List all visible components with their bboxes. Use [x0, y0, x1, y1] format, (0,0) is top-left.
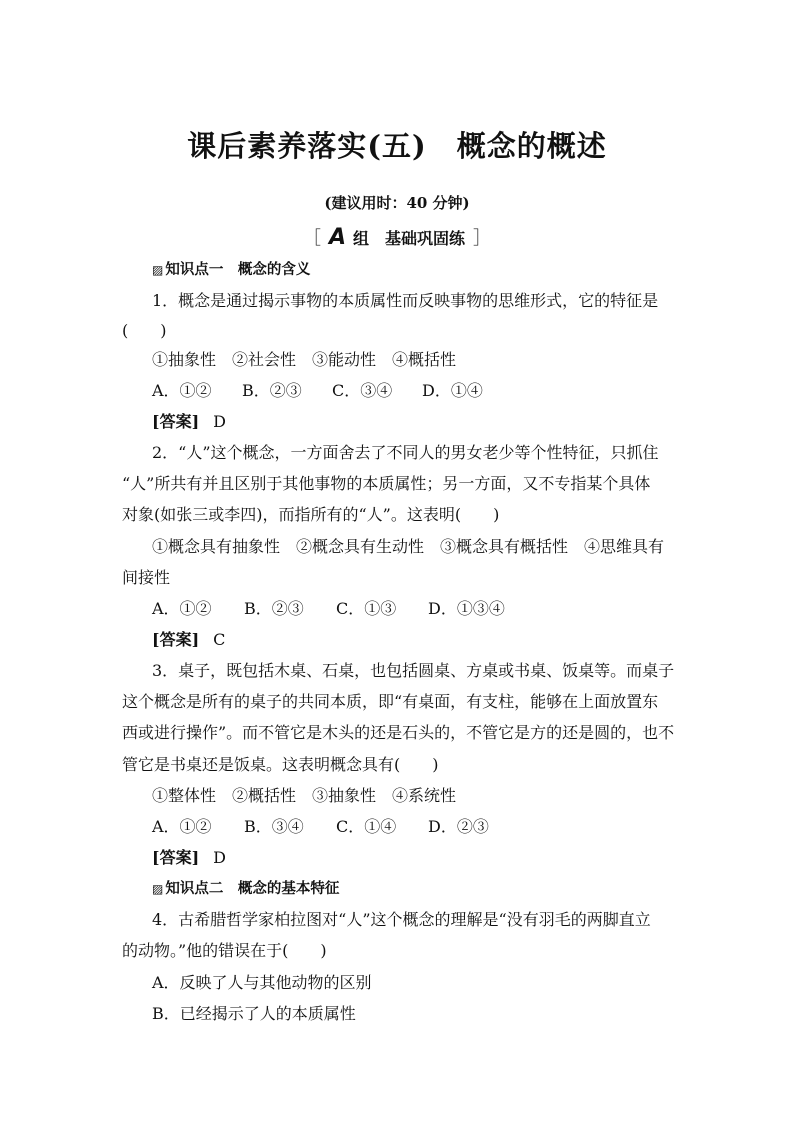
q2-stem-line2: “人”所共有并且区别于其他事物的本质属性；另一方面，又不专指某个具体 [122, 474, 651, 493]
q1-options [152, 381, 678, 401]
q3-option-b: B．③④ [244, 817, 304, 836]
q1-option-b: B．②③ [242, 381, 302, 400]
q1-option-d: D．①④ [422, 381, 483, 400]
q3-items: ①整体性 ②概括性 ③抽象性 ④系统性 [152, 786, 457, 805]
q2-items-line1: ①概念具有抽象性 ②概念具有生动性 ③概念具有概括性 ④思维具有 [152, 537, 665, 556]
q2-answer [152, 630, 678, 650]
q3-option-d: D．②③ [428, 817, 489, 836]
q2-option-d: D．①③④ [428, 599, 505, 618]
q3-options [152, 817, 678, 837]
q3-stem-line2: 这个概念是所有的桌子的共同本质，即“有桌面，有支柱，能够在上面放置东 [122, 692, 659, 711]
q4-option-a: A．反映了人与其他动物的区别 [152, 973, 372, 992]
group-letter: A [328, 225, 346, 250]
q1-option-a: A．①② [152, 381, 212, 400]
group-bracket-open: ［ [302, 228, 321, 249]
q1-answer [152, 412, 678, 432]
group-label: 组 基础巩固练 [353, 229, 466, 248]
q3-answer-label: [答案] [152, 848, 200, 867]
q1-stem-line1: 1．概念是通过揭示事物的本质属性而反映事物的思维形式，它的特征是 [152, 291, 659, 310]
q3-option-a: A．①② [152, 817, 212, 836]
q1-answer-label: [答案] [152, 412, 200, 431]
q2-answer-label: [答案] [152, 630, 200, 649]
knowledge-point-icon: ▨ [152, 882, 164, 896]
q2-answer-value: C [213, 630, 226, 649]
q2-items-line2: 间接性 [122, 568, 171, 587]
q2-option-b: B．②③ [244, 599, 304, 618]
knowledge-point-2 [152, 879, 678, 899]
title-sub: 概念的概述 [456, 129, 607, 163]
q1-items: ①抽象性 ②社会性 ③能动性 ④概括性 [152, 350, 457, 369]
knowledge-point-1 [152, 260, 678, 280]
q4-stem-line2: 的动物。”他的错误在于( ) [122, 941, 327, 960]
q1-option-c: C．③④ [332, 381, 393, 400]
q2-option-a: A．①② [152, 599, 212, 618]
q2-stem-line3: 对象(如张三或李四)，而指所有的“人”。这表明( ) [122, 505, 500, 524]
q1-stem-line2: ( ) [122, 321, 167, 340]
q1-answer-value: D [213, 412, 226, 431]
knowledge-point-1-text: 知识点一 概念的含义 [165, 261, 311, 278]
time-suggestion: (建议用时：40 分钟) [324, 194, 470, 212]
q3-answer [152, 848, 678, 868]
group-heading [0, 224, 794, 250]
q2-stem-line1: 2．“人”这个概念，一方面舍去了不同人的男女老少等个性特征，只抓住 [152, 443, 659, 462]
q3-stem-line3: 西或进行操作”。而不管它是木头的还是石头的，不管它是方的还是圆的，也不 [122, 723, 675, 742]
q3-answer-value: D [213, 848, 226, 867]
q4-option-b: B．已经揭示了人的本质属性 [152, 1004, 356, 1023]
q2-option-c: C．①③ [336, 599, 397, 618]
group-bracket-close: ］ [473, 228, 492, 249]
title-main: 课后素养落实(五) [187, 129, 427, 163]
knowledge-point-2-text: 知识点二 概念的基本特征 [165, 880, 340, 897]
q4-stem-line1: 4．古希腊哲学家柏拉图对“人”这个概念的理解是“没有羽毛的两脚直立 [152, 910, 651, 929]
q3-stem-line1: 3．桌子，既包括木桌、石桌，也包括圆桌、方桌或书桌、饭桌等。而桌子 [152, 661, 675, 680]
q2-options [152, 599, 678, 619]
q3-option-c: C．①④ [336, 817, 397, 836]
page-title [0, 124, 794, 165]
knowledge-point-icon: ▨ [152, 263, 164, 277]
q3-stem-line4: 管它是书桌还是饭桌。这表明概念具有( ) [122, 755, 439, 774]
